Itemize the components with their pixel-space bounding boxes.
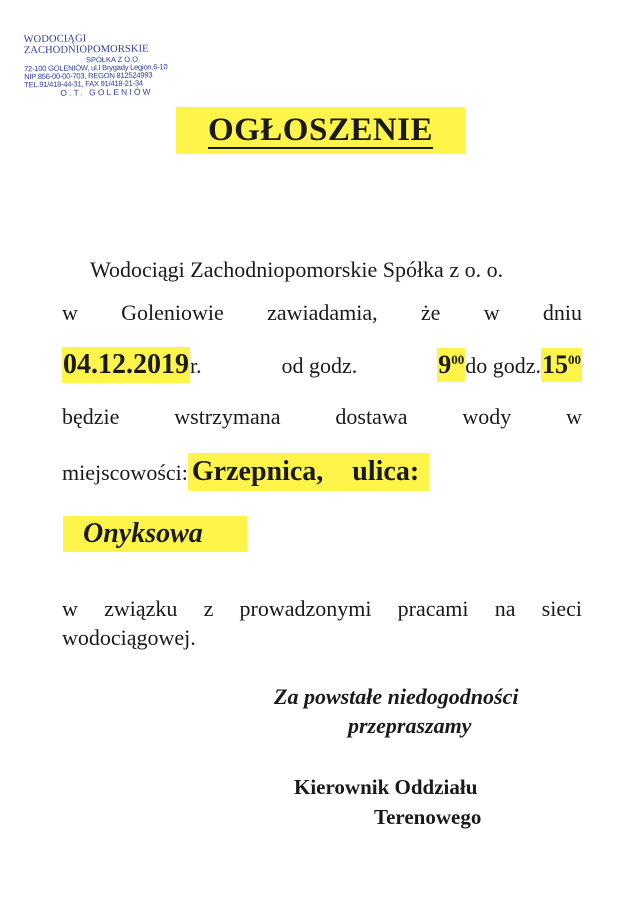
word: na	[494, 596, 516, 621]
apology-line-2: przepraszamy	[348, 713, 472, 738]
stamp-company-type: SPÓŁKA Z O.O.	[85, 54, 141, 65]
date-suffix: r.	[190, 353, 202, 378]
time-group	[437, 350, 582, 380]
date-group	[62, 349, 202, 381]
stamp-nip-regon: NIP 856-00-00-703, REGON 812524993	[24, 70, 153, 82]
place-name: Grzepnica, ulica:	[188, 453, 429, 491]
word: w	[483, 300, 500, 325]
from-label: od godz.	[281, 353, 358, 378]
title-text: OGŁOSZENIE	[207, 112, 434, 148]
word: wody	[462, 404, 512, 429]
signature-title-2: Terenowego	[374, 805, 482, 829]
word: w	[62, 596, 78, 621]
word: będzie	[62, 404, 120, 429]
word: zawiadamia,	[267, 300, 378, 325]
word: dniu	[542, 300, 582, 325]
stamp-branch: O.T. GOLENIÓW	[60, 86, 153, 99]
word: pracami	[397, 596, 469, 621]
street-name: Onyksowa	[63, 516, 247, 552]
word: Goleniowie	[121, 300, 224, 325]
signature-title-1: Kierownik Oddziału	[294, 775, 478, 799]
body-line-reason-end: wodociągowej.	[62, 625, 196, 650]
time-to: $15^{00}$	[541, 348, 582, 382]
word: dostawa	[335, 404, 408, 429]
to-label: do godz.	[465, 353, 541, 378]
word: wstrzymana	[174, 404, 281, 429]
body-line-suspension	[62, 404, 582, 430]
word: w	[566, 404, 582, 429]
body-line-company: Wodociągi Zachodniopomorskie Spółka z o. o.	[90, 257, 504, 282]
time-from: $9^{00}$	[437, 348, 465, 382]
body-line-notice	[62, 300, 582, 326]
outage-date: 04.12.2019	[62, 347, 190, 383]
body-line-date-time	[62, 349, 582, 381]
locality-label: miejscowości:	[62, 460, 188, 485]
apology-line-1: Za powstałe niedogodności	[274, 684, 519, 709]
body-line-place	[62, 456, 582, 488]
stamp-address: 72-100 GOLENIÓW, ul.I Brygady Legion.6-10	[23, 62, 168, 74]
stamp-company-name: WODOCIĄGI ZACHODNIOPOMORSKIE	[23, 33, 149, 57]
word: prowadzonymi	[239, 596, 372, 621]
word: że	[420, 300, 441, 325]
word: sieci	[541, 596, 582, 621]
announcement-title	[176, 107, 465, 154]
stamp-phone-fax: TEL.91/418-44-31, FAX 91/418-21-34	[24, 78, 143, 90]
word: z	[203, 596, 214, 621]
word: związku	[104, 596, 178, 621]
word: w	[62, 300, 78, 325]
body-line-reason	[62, 596, 582, 622]
company-stamp	[24, 32, 205, 99]
